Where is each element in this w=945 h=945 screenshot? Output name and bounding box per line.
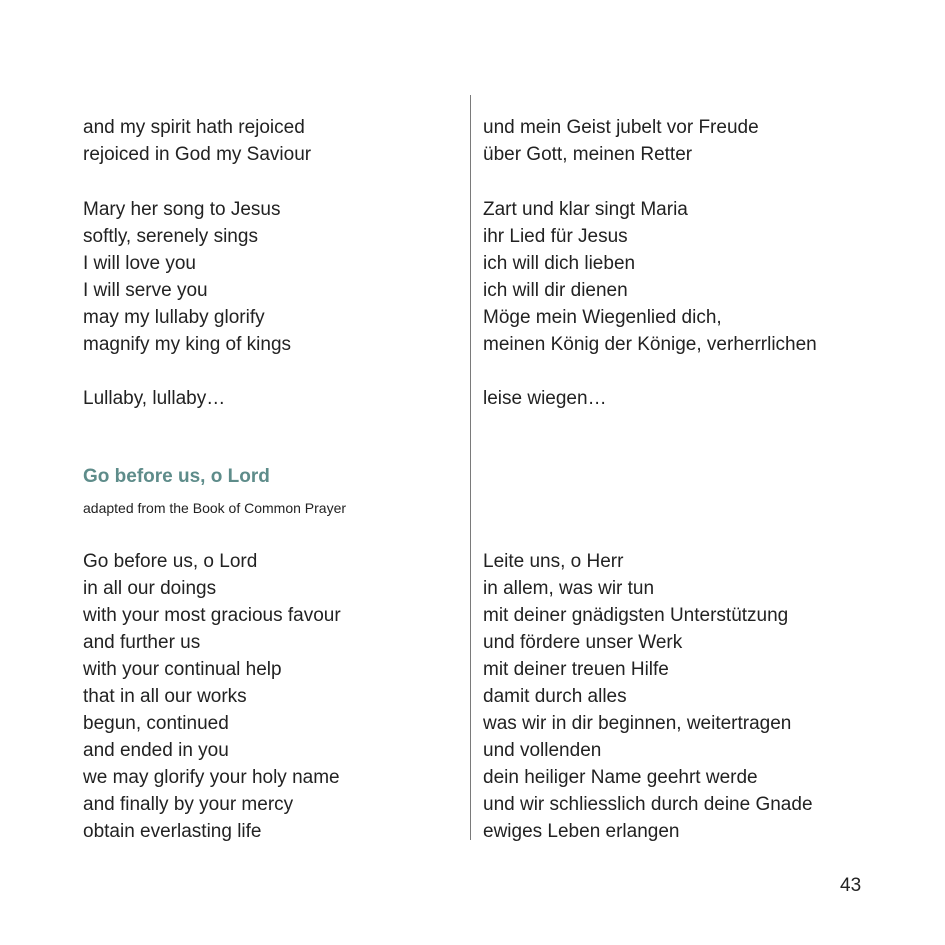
prayer-source: adapted from the Book of Common Prayer	[83, 500, 347, 516]
text-line: with your most gracious favour	[83, 605, 341, 626]
text-line: Zart und klar singt Maria	[483, 199, 688, 220]
text-line: Go before us, o Lord	[83, 551, 258, 572]
text-line: Möge mein Wiegenlied dich,	[483, 307, 722, 328]
german-stanza-1	[483, 114, 759, 168]
german-refrain	[483, 385, 607, 412]
text-line: Mary her song to Jesus	[83, 199, 281, 220]
page-number: 43	[840, 875, 862, 896]
text-line: damit durch alles	[483, 686, 627, 707]
text-line: with your continual help	[83, 659, 282, 680]
text-line: we may glorify your holy name	[83, 767, 340, 788]
english-refrain	[83, 385, 225, 412]
text-line: and my spirit hath rejoiced	[83, 117, 305, 138]
text-line: and finally by your mercy	[83, 794, 294, 815]
text-line: obtain everlasting life	[83, 821, 262, 842]
text-line: magnify my king of kings	[83, 334, 292, 355]
text-line: I will love you	[83, 253, 196, 274]
text-line: in allem, was wir tun	[483, 578, 655, 599]
text-line: mit deiner treuen Hilfe	[483, 659, 669, 680]
refrain-line: Lullaby, lullaby…	[83, 388, 226, 409]
text-line: und wir schliesslich durch deine Gnade	[483, 794, 813, 815]
text-line: begun, continued	[83, 713, 229, 734]
german-stanza-2	[483, 196, 817, 358]
text-line: I will serve you	[83, 280, 208, 301]
text-line: ich will dir dienen	[483, 280, 628, 301]
text-line: mit deiner gnädigsten Unterstützung	[483, 605, 789, 626]
text-line: über Gott, meinen Retter	[483, 144, 693, 165]
refrain-line: leise wiegen…	[483, 388, 607, 409]
column-divider	[470, 95, 471, 840]
text-line: ich will dich lieben	[483, 253, 636, 274]
english-stanza-2	[83, 196, 291, 358]
text-line: and ended in you	[83, 740, 229, 761]
text-line: und mein Geist jubelt vor Freude	[483, 117, 759, 138]
prayer-title: Go before us, o Lord	[83, 466, 270, 487]
text-line: rejoiced in God my Saviour	[83, 144, 312, 165]
english-prayer	[83, 548, 341, 845]
text-line: was wir in dir beginnen, weitertragen	[483, 713, 792, 734]
text-line: Leite uns, o Herr	[483, 551, 624, 572]
text-line: dein heiliger Name geehrt werde	[483, 767, 758, 788]
german-prayer	[483, 548, 813, 845]
text-line: and further us	[83, 632, 201, 653]
text-line: meinen König der Könige, verherrlichen	[483, 334, 817, 355]
text-line: und vollenden	[483, 740, 602, 761]
text-line: und fördere unser Werk	[483, 632, 683, 653]
english-stanza-1	[83, 114, 311, 168]
text-line: may my lullaby glorify	[83, 307, 265, 328]
text-line: ewiges Leben erlangen	[483, 821, 680, 842]
text-line: in all our doings	[83, 578, 217, 599]
text-line: ihr Lied für Jesus	[483, 226, 628, 247]
text-line: that in all our works	[83, 686, 247, 707]
text-line: softly, serenely sings	[83, 226, 258, 247]
